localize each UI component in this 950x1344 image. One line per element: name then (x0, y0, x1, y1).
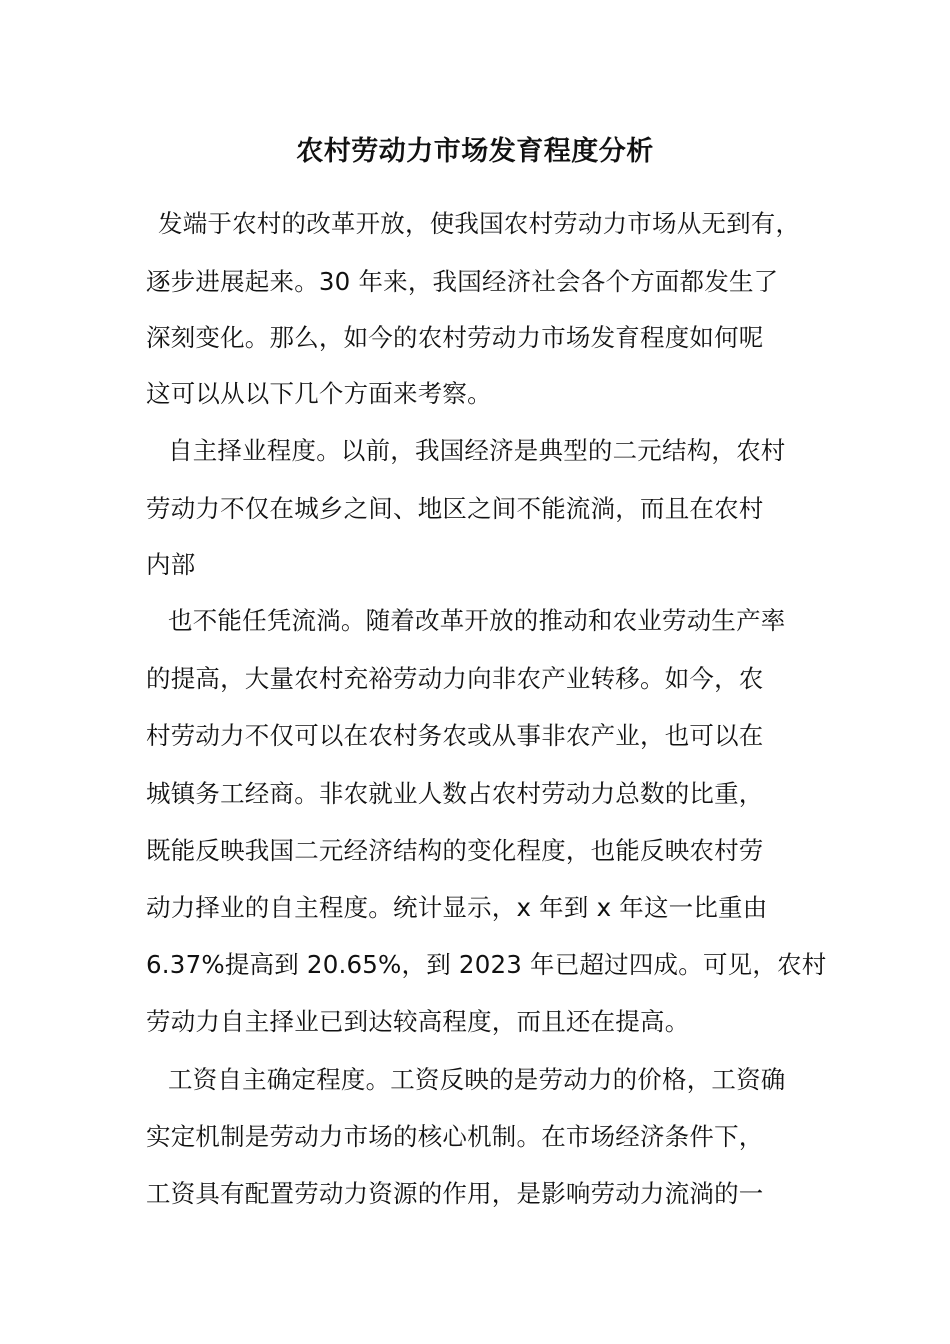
paragraph-line: 村劳动力不仅可以在农村务农或从事非农产业，也可以在 (146, 721, 764, 750)
paragraph-line: 实定机制是劳动力市场的核心机制。在市场经济条件下， (146, 1122, 764, 1151)
document-title: 农村劳动力市场发育程度分析 (296, 136, 654, 167)
paragraph-line: 也不能任凭流淌。随着改革开放的推动和农业劳动生产率 (168, 606, 786, 635)
paragraph-line: 逐步进展起来。30 年来，我国经济社会各个方面都发生了 (146, 267, 779, 296)
paragraph-line: 自主择业程度。以前，我国经济是典型的二元结构，农村 (168, 436, 786, 465)
paragraph-line: 工资具有配置劳动力资源的作用，是影响劳动力流淌的一 (146, 1179, 764, 1208)
paragraph-line: 发端于农村的改革开放，使我国农村劳动力市场从无到有， (158, 209, 801, 238)
paragraph-line: 的提高，大量农村充裕劳动力向非农产业转移。如今，农 (146, 664, 764, 693)
paragraph-line: 劳动力不仅在城乡之间、地区之间不能流淌，而且在农村 (146, 494, 764, 523)
paragraph-line: 既能反映我国二元经济结构的变化程度，也能反映农村劳 (146, 836, 764, 865)
paragraph-line: 城镇务工经商。非农就业人数占农村劳动力总数的比重， (146, 779, 764, 808)
paragraph-line: 这可以从以下几个方面来考察。 (146, 379, 492, 408)
paragraph-line: 深刻变化。那么，如今的农村劳动力市场发育程度如何呢 (146, 323, 764, 352)
paragraph-line: 动力择业的自主程度。统计显示，x 年到 x 年这一比重由 (146, 893, 768, 922)
paragraph-line: 6.37%提高到 20.65%，到 2023 年已超过四成。可见，农村 (146, 950, 827, 979)
paragraph-line: 内部 (146, 550, 196, 579)
paragraph-line: 劳动力自主择业已到达较高程度，而且还在提高。 (146, 1007, 690, 1036)
paragraph-line: 工资自主确定程度。工资反映的是劳动力的价格，工资确 (168, 1065, 786, 1094)
